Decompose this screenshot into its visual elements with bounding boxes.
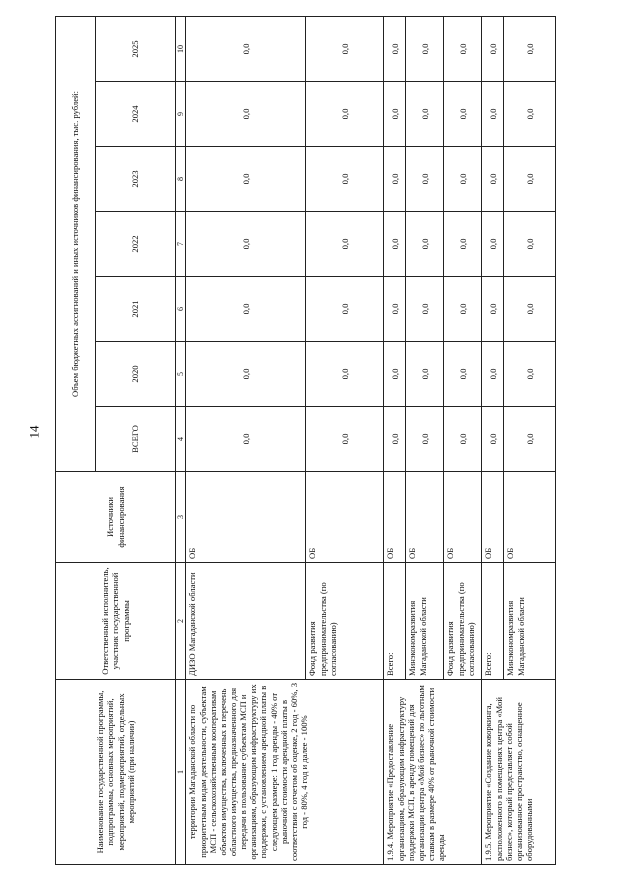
header-year-2023: 2023 (96, 147, 176, 212)
executor-cell: Всего: (482, 563, 504, 680)
col-number: 2 (176, 563, 186, 680)
col-number: 9 (176, 82, 186, 147)
value-cell: 0,0 (384, 212, 406, 277)
header-year-2020: 2020 (96, 342, 176, 407)
source-cell: ОБ (306, 472, 384, 563)
value-cell: 0,0 (482, 342, 504, 407)
table-row (482, 17, 504, 865)
value-cell: 0,0 (306, 147, 384, 212)
rotated-table-container (55, 17, 615, 865)
value-cell: 0,0 (384, 407, 406, 472)
financing-table (55, 16, 556, 865)
header-program-name: Наименование государственной программы, подпрограммы, основных мероприятий, мероприятий, подмероприятий, отдельных мероприятий (при наличии) (56, 680, 176, 865)
source-cell: ОБ (482, 472, 504, 563)
value-cell: 0,0 (384, 147, 406, 212)
value-cell: 0,0 (504, 407, 556, 472)
value-cell: 0,0 (504, 17, 556, 82)
header-year-total: ВСЕГО (96, 407, 176, 472)
value-cell: 0,0 (186, 147, 306, 212)
executor-cell: Минэкономразвития Магаданской области (406, 563, 444, 680)
col-number: 10 (176, 17, 186, 82)
col-number: 8 (176, 147, 186, 212)
source-cell: ОБ (384, 472, 406, 563)
header-year-2024: 2024 (96, 82, 176, 147)
value-cell: 0,0 (384, 342, 406, 407)
value-cell: 0,0 (384, 17, 406, 82)
value-cell: 0,0 (504, 342, 556, 407)
value-cell: 0,0 (504, 212, 556, 277)
value-cell: 0,0 (406, 212, 444, 277)
col-number: 3 (176, 472, 186, 563)
measure-name-cell: 1.9.4. Мероприятие «Предоставление организациям, образующим инфраструктуру поддержки МСП, в аренду помещений для организации центра «Мой бизнес» по льготным ставкам в размере 40% от рыночной стоимости аренды (384, 680, 482, 865)
table-row (384, 17, 406, 865)
col-number: 1 (176, 680, 186, 865)
value-cell: 0,0 (444, 212, 482, 277)
value-cell: 0,0 (186, 277, 306, 342)
col-number: 6 (176, 277, 186, 342)
value-cell: 0,0 (186, 342, 306, 407)
executor-cell: Всего: (384, 563, 406, 680)
value-cell: 0,0 (482, 277, 504, 342)
value-cell: 0,0 (384, 82, 406, 147)
header-year-2025: 2025 (96, 17, 176, 82)
source-cell: ОБ (406, 472, 444, 563)
value-cell: 0,0 (306, 407, 384, 472)
value-cell: 0,0 (444, 17, 482, 82)
value-cell: 0,0 (406, 147, 444, 212)
header-executor: Ответственный исполнитель, участник государственной программы (56, 563, 176, 680)
value-cell: 0,0 (482, 407, 504, 472)
value-cell: 0,0 (444, 342, 482, 407)
table-body (176, 17, 556, 865)
value-cell: 0,0 (306, 82, 384, 147)
measure-name-cell: территории Магаданской области по приоритетным видам деятельности, субъектам МСП - сельскохозяйственным кооперативам объектов имущества, включенных в перечень областного имущества, предназначенного для передачи в пользование субъектам МСП и организациям, образующим инфраструктуру их поддержки, с установлением арендной платы в следующем размере: 1 год аренды - 40% от рыночной стоимости арендной платы в соответствии с отчетом об оценке, 2 год - 60%, 3 год - 80%, 4 год и далее - 100% (186, 680, 384, 865)
value-cell: 0,0 (444, 147, 482, 212)
source-cell: ОБ (186, 472, 306, 563)
header-source: Источники финансирования (56, 472, 176, 563)
value-cell: 0,0 (482, 147, 504, 212)
header-financing-group: Объем бюджетных ассигнований и иных источников финансирования, тыс. рублей: (56, 17, 96, 472)
executor-cell: Минэкономразвития Магаданской области (504, 563, 556, 680)
source-cell: ОБ (504, 472, 556, 563)
executor-cell: ДИЗО Магаданской области (186, 563, 306, 680)
value-cell: 0,0 (444, 82, 482, 147)
measure-name-cell: 1.9.5. Мероприятие «Создание коворкинга, расположенного в помещениях центра «Мой бизнес», который представляет собой организованное пространство, оснащенное оборудованными (482, 680, 556, 865)
value-cell: 0,0 (306, 212, 384, 277)
value-cell: 0,0 (186, 407, 306, 472)
col-number: 7 (176, 212, 186, 277)
header-year-2021: 2021 (96, 277, 176, 342)
value-cell: 0,0 (186, 17, 306, 82)
value-cell: 0,0 (186, 82, 306, 147)
col-number: 5 (176, 342, 186, 407)
value-cell: 0,0 (504, 277, 556, 342)
value-cell: 0,0 (384, 277, 406, 342)
page-number: 14 (26, 425, 42, 439)
value-cell: 0,0 (406, 407, 444, 472)
value-cell: 0,0 (444, 407, 482, 472)
executor-cell: Фонд развития предпринимательства (по согласованию) (444, 563, 482, 680)
value-cell: 0,0 (406, 82, 444, 147)
value-cell: 0,0 (186, 212, 306, 277)
value-cell: 0,0 (406, 342, 444, 407)
value-cell: 0,0 (482, 17, 504, 82)
value-cell: 0,0 (482, 82, 504, 147)
executor-cell: Фонд развития предпринимательства (по согласованию) (306, 563, 384, 680)
column-number-row (176, 17, 186, 865)
value-cell: 0,0 (306, 342, 384, 407)
value-cell: 0,0 (406, 17, 444, 82)
col-number: 4 (176, 407, 186, 472)
table-row (186, 17, 306, 865)
value-cell: 0,0 (482, 212, 504, 277)
value-cell: 0,0 (504, 147, 556, 212)
value-cell: 0,0 (504, 82, 556, 147)
value-cell: 0,0 (444, 277, 482, 342)
header-year-2022: 2022 (96, 212, 176, 277)
value-cell: 0,0 (306, 17, 384, 82)
value-cell: 0,0 (406, 277, 444, 342)
value-cell: 0,0 (306, 277, 384, 342)
source-cell: ОБ (444, 472, 482, 563)
